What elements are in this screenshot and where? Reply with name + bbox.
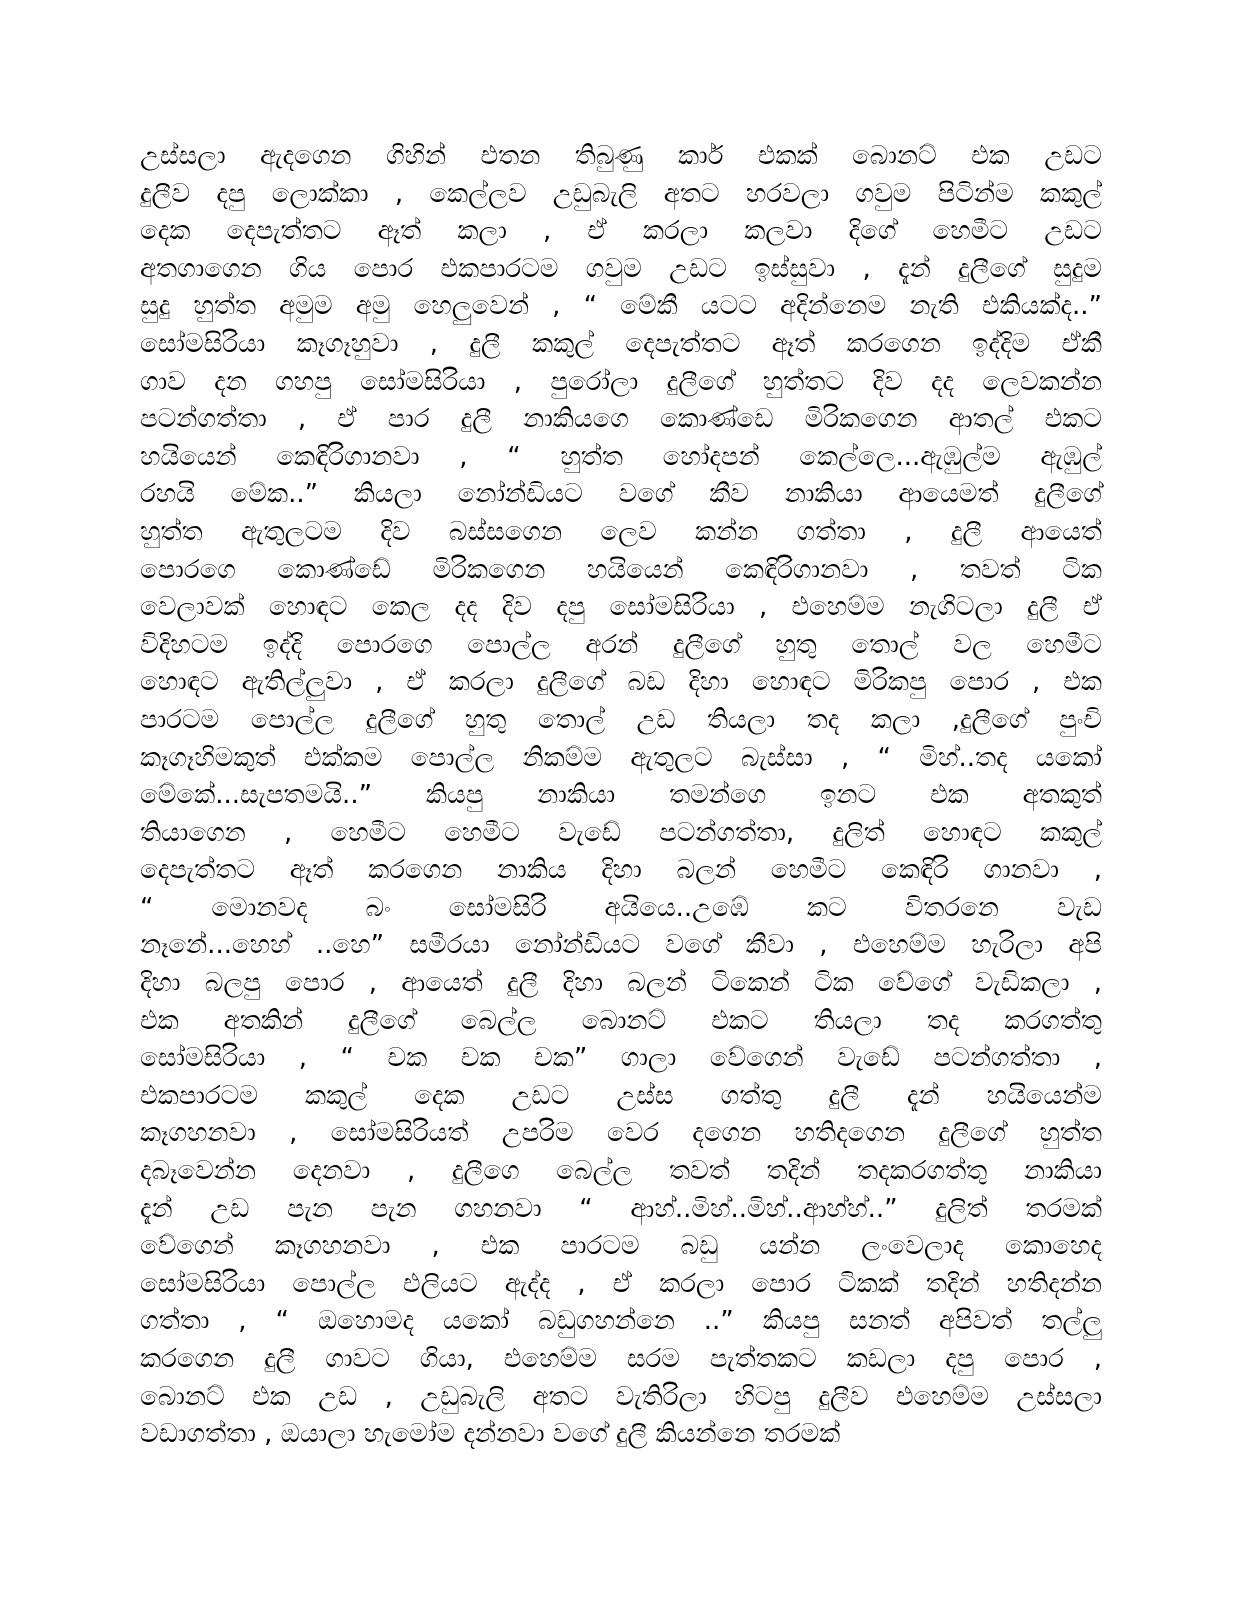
text-line: හොඳට ඇතිල්ලුවා , ඒ කරලා දුලීගේ බඩ දිහා හොඳට මිරිකපු පොර , එක [140,667,1102,698]
text-line: දැන් උඩ පැන පැන ගහනවා “ ආහ්..මිහ්..මිහ්..ආහ්හ්..” දුලිත් තරමක් [140,1193,1102,1224]
text-line: තියාගෙන , හෙමීට හෙමීට වැඩේ පටන්ගත්තා, දුලිත් හොඳට කකුල් [140,817,1102,848]
text-line: පාරටම පොල්ල දුලීගේ හුතු තොල් උඩ තියලා තද කලා ,දුලීගේ පුංචි [140,704,1102,735]
text-line: වෙලාවක් හොඳට කෙල දද දිව දපු සෝමසිරියා , එහෙම්ම නැගිටලා දුලී ඒ [140,592,1102,623]
text-line: ගාව දන ගහපු සෝමසිරියා , පුරෝලා දුලීගේ හුත්තට දිව දද ලෙවකන්න [140,366,1102,397]
text-line: වඩාගත්තා , ඔයාලා හැමෝම දන්නවා වගේ දුලී කියන්නෙ තරමක් [140,1419,841,1450]
text-line: ගත්තා , “ ඔහොමද යකෝ බඩුගහන්නෙ ..” කියපු සනත් අපිවත් තල්ලු [140,1306,1102,1337]
text-line: මේකේ...සැපතමයි..” කියපු නාකියා තමන්ගෙ ඉනට එක අතකුත් [140,780,1102,811]
text-line: අතගාගෙන ගිය පොර එකපාරටම ගවුම උඩට ඉස්සුවා , දැන් දුලීගේ සුදුම [140,253,1102,284]
text-line: පටන්ගත්තා , ඒ පාර දුලී නාකියගෙ කොණ්ඩෙ මිරිකගෙන ආතල් එකට [140,404,1102,435]
text-line: සුදු හුත්ත අමුම අමු හෙලුවෙන් , “ මේකී යටට අදින්නෙම නැති එකියක්ද..” [140,291,1102,322]
text-line: එක අතකින් දුලීගේ බෙල්ල බොනට් එකට තියලා තද කරගත්තු [140,1005,1102,1036]
text-line: කරගෙන දුලී ගාවට ගියා, එහෙම්ම සරම පැත්තකට කඩලා දපු පොර , [140,1344,1102,1374]
text-line: පොරගෙ කොණ්ඩේ මිරිකගෙන හයියෙන් කෙඳිරිගානවා , තවත් ටික [140,554,1102,585]
text-line: වේගෙන් කෑගහනවා , එක පාරටම බඩු යන්න ලංවෙලාද කොහෙද [140,1231,1102,1262]
text-body [140,138,1102,1454]
text-line: දෙපැත්තට ඈත් කරගෙන නාකිය දිහා බලන් හෙමීට කෙඳිරි ගානවා , [140,855,1102,886]
text-line: සෝමසිරියා , “ චක චක චක” ගාලා වේගෙන් වැඩේ පටන්ගත්තා , [140,1043,1102,1074]
text-line: සෝමසිරියා පොල්ල එලියට ඇද්ද , ඒ කරලා පොර ටිකක් තදින් හතිදන්න [140,1268,1102,1299]
text-line: සෝමසිරියා කෑගෑහුවා , දුලී කකුල් දෙපැත්තට ඈත් කරගෙන ඉද්දිම ඒකී [140,328,1102,359]
text-line: රහයි මේක..” කියලා නෝන්ඩියට වගේ කීව නාකියා ආයෙමත් දුලීගේ [140,479,1102,510]
text-line: බොනට් එක උඩ , උඩුබැලි අතට වැතිරිලා හිටපු දුලීව එහෙම්ම උස්සලා [140,1381,1102,1412]
text-line: දබෑවෙන්න දෙනවා , දුලීගෙ බෙල්ල තවත් තදින් තදකරගත්තු නාකියා [140,1156,1102,1187]
text-line: දුලීව දපු ලොක්කා , කෙල්ලව උඩුබැලි අතට හරවලා ගවුම පිටින්ම කකුල් [140,178,1102,209]
text-line: හුත්ත ඇතුලටම දිව බස්සගෙන ලෙව කන්න ගත්තා , දුලී ආයෙත් [140,516,1102,547]
text-line: විදිහටම ඉද්දි පොරගෙ පොල්ල අරන් දුලීගේ හුතු තොල් වල හෙමීට [140,629,1102,660]
text-line: කෑගහනවා , සෝමසිරියත් උපරිම වෙර දගෙන හතිදගෙන දුලීගේ හුත්ත [140,1118,1102,1149]
text-line: දිහා බලපු පොර , ආයෙත් දුලී දිහා බලන් ටිකෙන් ටික වේගේ වැඩිකලා , [140,968,1102,999]
text-line: “ මොනවද බං සෝමසිරි අයියෙ..උඹේ කට විතරනෙ වැඩ [140,892,1102,923]
text-line: උස්සලා ඇදගෙන ගිහින් එතන තිබුණු කාර් එකක් බොනට් එක උඩට [140,141,1102,171]
text-line: හයියෙන් කෙඳිරිගානවා , “ හුත්ත හෝදපන් කෙල්ලෙ...ඇඹුල්ම ඇඹුල් [140,441,1102,472]
text-line: එකපාරටම කකුල් දෙක උඩට උස්ස ගත්තු දුලී දැන් හයියෙන්ම [140,1080,1102,1111]
text-line: නෑනේ...හෙහ් ..හෙ” සමීරයා නෝන්ඩියට වගේ කීවා , එහෙම්ම හැරිලා අපි [140,930,1102,961]
text-line: කෑගෑහිමකුත් එක්කම පොල්ල නිකම්ම ඇතුලට බැස්සා , “ මිහ්..තද යකෝ [140,742,1102,773]
text-line: දෙක දෙපැත්තට ඈත් කලා , ඒ කරලා කලවා දිගේ හෙමීට උඩට [140,216,1102,247]
